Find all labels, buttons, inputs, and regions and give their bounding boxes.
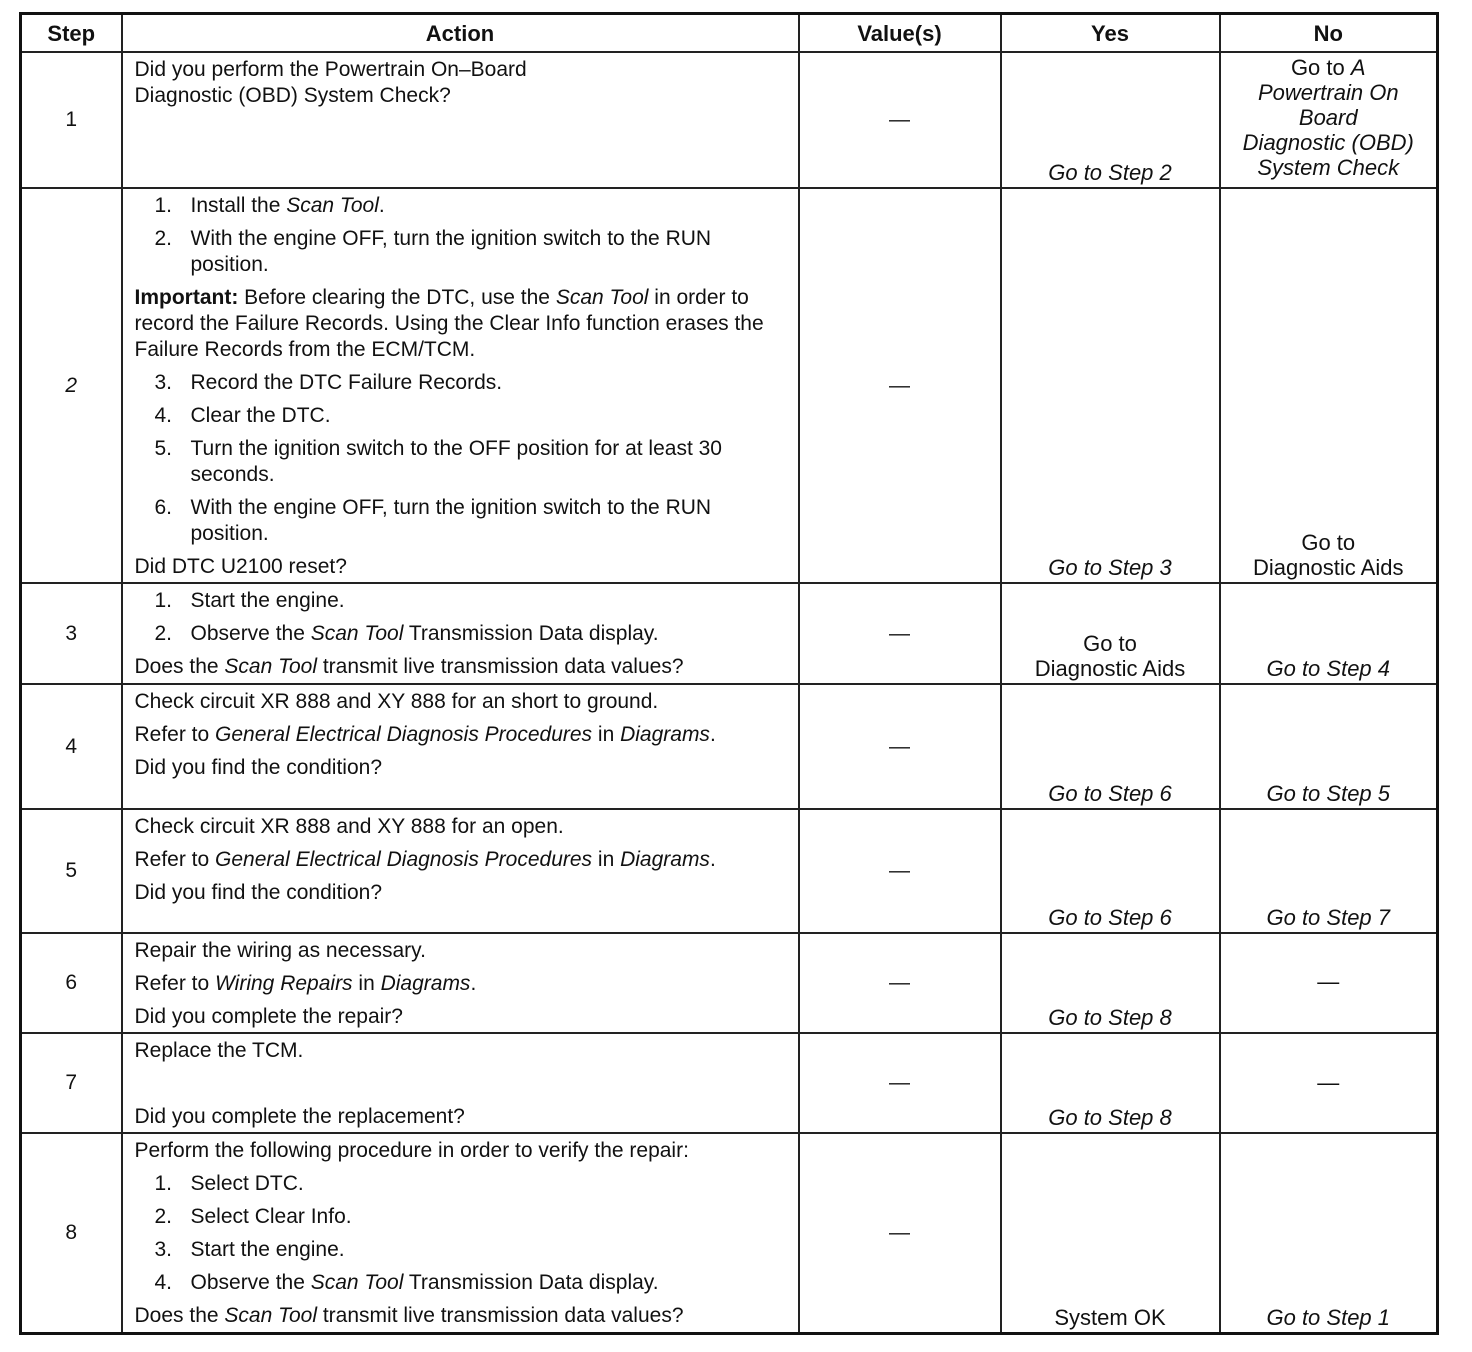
step-number: 6	[21, 933, 122, 1033]
no-cell[interactable]	[1220, 52, 1438, 188]
yes-link[interactable]: Go to Step 6	[1048, 904, 1172, 930]
question-text: Did you find the condition?	[134, 880, 382, 904]
action-text: Perform the following procedure in order to verify the repair:	[134, 1139, 689, 1163]
yes-link[interactable]: Go to Step 8	[1048, 1105, 1172, 1131]
question-text: Did you complete the repair?	[134, 1004, 403, 1028]
step-number: 7	[21, 1033, 122, 1133]
question-text: Did you complete the replacement?	[134, 1105, 465, 1129]
no-link[interactable]: Go to A	[1290, 54, 1366, 80]
header-action: Action	[122, 14, 799, 52]
list-item: 1. Select DTC.	[154, 1172, 304, 1196]
yes-cell[interactable]	[1001, 188, 1220, 584]
question-text: Did DTC U2100 reset?	[134, 554, 347, 578]
yes-link[interactable]: Go to Step 8	[1048, 1005, 1172, 1030]
value-cell: —	[799, 809, 1001, 933]
yes-cell[interactable]	[1001, 52, 1220, 188]
yes-link-line[interactable]: Diagnostic Aids	[1034, 656, 1186, 682]
action-text: Did you perform the Powertrain On–Board Diagnostic (OBD) System Check?	[134, 57, 527, 107]
yes-link[interactable]: Go to Step 3	[1048, 555, 1172, 581]
action-cell	[122, 188, 799, 584]
no-link[interactable]: Go to Step 7	[1266, 904, 1391, 930]
diagnostic-table	[19, 12, 1439, 1335]
action-cell	[122, 684, 799, 808]
important-note: Important: Before clearing the DTC, use the Scan Tool in order to record the Failure Records. Using the Clear Info function erases the Failure Records from the ECM/TCM.	[134, 285, 764, 361]
table-row-step-7	[21, 1033, 1438, 1133]
no-link[interactable]: Go to Step 4	[1266, 656, 1391, 682]
action-cell	[122, 809, 799, 933]
header-no: No	[1220, 14, 1438, 52]
reference-text: Refer to General Electrical Diagnosis Procedures in Diagrams.	[134, 723, 716, 747]
step-number: 8	[21, 1133, 122, 1333]
action-cell	[122, 583, 799, 684]
step-number: 4	[21, 684, 122, 808]
no-cell[interactable]	[1220, 1133, 1438, 1333]
list-item: 1. Install the Scan Tool.	[154, 193, 385, 217]
header-yes: Yes	[1001, 14, 1220, 52]
reference-text: Refer to Wiring Repairs in Diagrams.	[134, 971, 477, 995]
no-link-line[interactable]: Board	[1298, 104, 1358, 130]
table-row-step-1	[21, 52, 1438, 188]
list-item: 1. Start the engine.	[154, 589, 345, 613]
step-number: 3	[21, 583, 122, 684]
value-cell: —	[799, 684, 1001, 808]
no-link-line[interactable]: System Check	[1257, 154, 1400, 180]
action-text: Repair the wiring as necessary.	[134, 938, 426, 962]
question-text: Did you find the condition?	[134, 756, 382, 780]
yes-link[interactable]: Go to Step 6	[1048, 780, 1172, 806]
list-item: 4. Clear the DTC.	[154, 403, 331, 427]
no-value: —	[1317, 1069, 1340, 1095]
yes-cell	[1001, 1133, 1220, 1333]
step-number: 2	[21, 188, 122, 584]
action-text: Check circuit XR 888 and XY 888 for an short to ground.	[134, 690, 659, 714]
action-cell	[122, 52, 799, 188]
action-cell	[122, 1033, 799, 1133]
step-number: 1	[21, 52, 122, 188]
no-link-line[interactable]: Diagnostic (OBD)	[1242, 129, 1414, 155]
header-values: Value(s)	[799, 14, 1001, 52]
yes-result: System OK	[1054, 1305, 1166, 1330]
value-cell: —	[799, 188, 1001, 584]
no-cell[interactable]	[1220, 583, 1438, 684]
yes-link[interactable]: Go to Step 2	[1048, 159, 1172, 185]
list-item: 5. Turn the ignition switch to the OFF position for at least 30 seconds.	[154, 436, 722, 486]
yes-cell[interactable]	[1001, 684, 1220, 808]
header-row	[21, 14, 1438, 52]
action-text: Check circuit XR 888 and XY 888 for an open.	[134, 814, 564, 838]
table-row-step-2	[21, 188, 1438, 584]
list-item: 3. Record the DTC Failure Records.	[154, 370, 503, 394]
list-item: 3. Start the engine.	[154, 1238, 345, 1262]
no-cell[interactable]	[1220, 684, 1438, 808]
table-row-step-5	[21, 809, 1438, 933]
list-item: 2. Select Clear Info.	[154, 1205, 352, 1229]
list-item: 2. Observe the Scan Tool Transmission Data display.	[154, 622, 659, 646]
no-cell[interactable]	[1220, 188, 1438, 584]
action-cell	[122, 1133, 799, 1333]
no-link[interactable]: Go to Step 5	[1266, 780, 1391, 806]
table-row-step-6	[21, 933, 1438, 1033]
no-link-line[interactable]: Powertrain On	[1257, 79, 1399, 105]
value-cell: —	[799, 583, 1001, 684]
table-row-step-4	[21, 684, 1438, 808]
value-cell: —	[799, 1133, 1001, 1333]
no-link[interactable]: Go to Step 1	[1266, 1305, 1391, 1330]
yes-cell[interactable]	[1001, 809, 1220, 933]
yes-cell[interactable]	[1001, 1033, 1220, 1133]
list-item: 2. With the engine OFF, turn the ignition switch to the RUN position.	[154, 226, 712, 276]
reference-text: Refer to General Electrical Diagnosis Procedures in Diagrams.	[134, 847, 716, 871]
value-cell: —	[799, 1033, 1001, 1133]
action-text: Replace the TCM.	[134, 1039, 304, 1062]
header-step: Step	[21, 14, 122, 52]
no-cell[interactable]	[1220, 809, 1438, 933]
no-link-line[interactable]: Diagnostic Aids	[1253, 555, 1404, 581]
no-cell	[1220, 933, 1438, 1033]
no-value: —	[1317, 969, 1340, 995]
value-cell: —	[799, 933, 1001, 1033]
no-link[interactable]: Go to	[1301, 530, 1356, 556]
question-text: Does the Scan Tool transmit live transmission data values?	[134, 1304, 684, 1328]
list-item: 6. With the engine OFF, turn the ignition switch to the RUN position.	[154, 495, 712, 545]
value-cell: —	[799, 52, 1001, 188]
yes-cell[interactable]	[1001, 583, 1220, 684]
yes-cell[interactable]	[1001, 933, 1220, 1033]
question-text: Does the Scan Tool transmit live transmission data values?	[134, 655, 684, 679]
table-row-step-3	[21, 583, 1438, 684]
step-number: 5	[21, 809, 122, 933]
table-row-step-8	[21, 1133, 1438, 1333]
list-item: 4. Observe the Scan Tool Transmission Data display.	[154, 1271, 659, 1295]
action-cell	[122, 933, 799, 1033]
no-cell	[1220, 1033, 1438, 1133]
yes-link[interactable]: Go to	[1083, 631, 1137, 657]
